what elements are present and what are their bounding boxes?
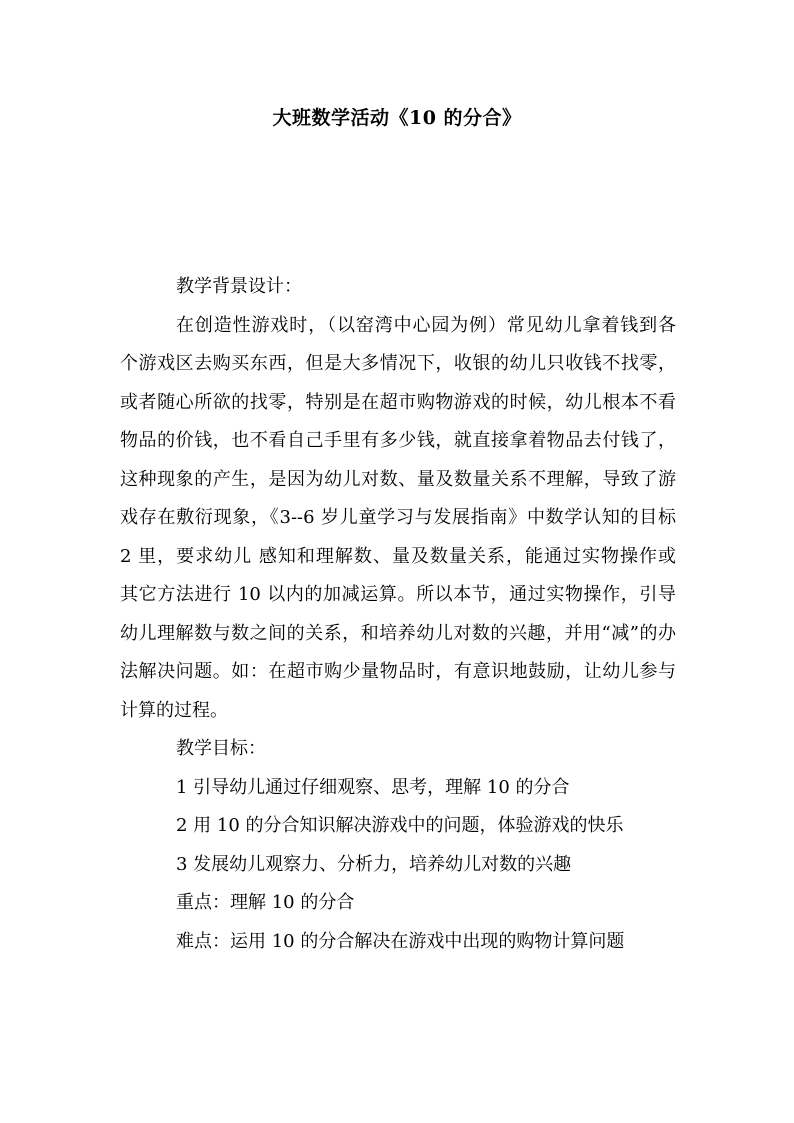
background-line: 其它方法进行 10 以内的加减运算。所以本节，通过实物操作，引导 bbox=[120, 584, 676, 605]
goal-item: 1 引导幼儿通过仔细观察、思考，理解 10 的分合 bbox=[176, 776, 570, 798]
goal-item: 2 用 10 的分合知识解决游戏中的问题，体验游戏的快乐 bbox=[176, 815, 624, 836]
background-line: 2 里，要求幼儿 感知和理解数、量及数量关系，能通过实物操作或 bbox=[120, 545, 676, 567]
background-line: 在创造性游戏时，（以窑湾中心园为例）常见幼儿拿着钱到各 bbox=[176, 314, 676, 336]
document-body bbox=[120, 268, 676, 961]
background-line: 或者随心所欲的找零，特别是在超市购物游戏的时候，幼儿根本不看 bbox=[120, 391, 676, 413]
background-line: 物品的价钱，也不看自己手里有多少钱，就直接拿着物品去付钱了， bbox=[120, 430, 676, 451]
background-line: 这种现象的产生，是因为幼儿对数、量及数量关系不理解，导致了游 bbox=[120, 468, 676, 490]
key-point: 重点：理解 10 的分合 bbox=[176, 892, 355, 913]
goals-heading: 教学目标： bbox=[176, 738, 266, 759]
background-heading: 教学背景设计： bbox=[176, 276, 302, 297]
background-line: 戏存在敷衍现象，《3--6 岁儿童学习与发展指南》中数学认知的目标 bbox=[120, 507, 676, 528]
goal-item: 3 发展幼儿观察力、分析力，培养幼儿对数的兴趣 bbox=[176, 853, 572, 875]
background-line: 个游戏区去购买东西，但是大多情况下，收银的幼儿只收钱不找零， bbox=[120, 353, 676, 374]
background-line: 计算的过程。 bbox=[120, 699, 228, 721]
difficult-point: 难点：运用 10 的分合解决在游戏中出现的购物计算问题 bbox=[176, 930, 625, 952]
background-line: 幼儿理解数与数之间的关系，和培养幼儿对数的兴趣，并用“减”的办 bbox=[120, 622, 676, 644]
document-title: 大班数学活动《10 的分合》 bbox=[272, 107, 522, 129]
background-line: 法解决问题。如：在超市购少量物品时，有意识地鼓励，让幼儿参与 bbox=[120, 661, 676, 682]
